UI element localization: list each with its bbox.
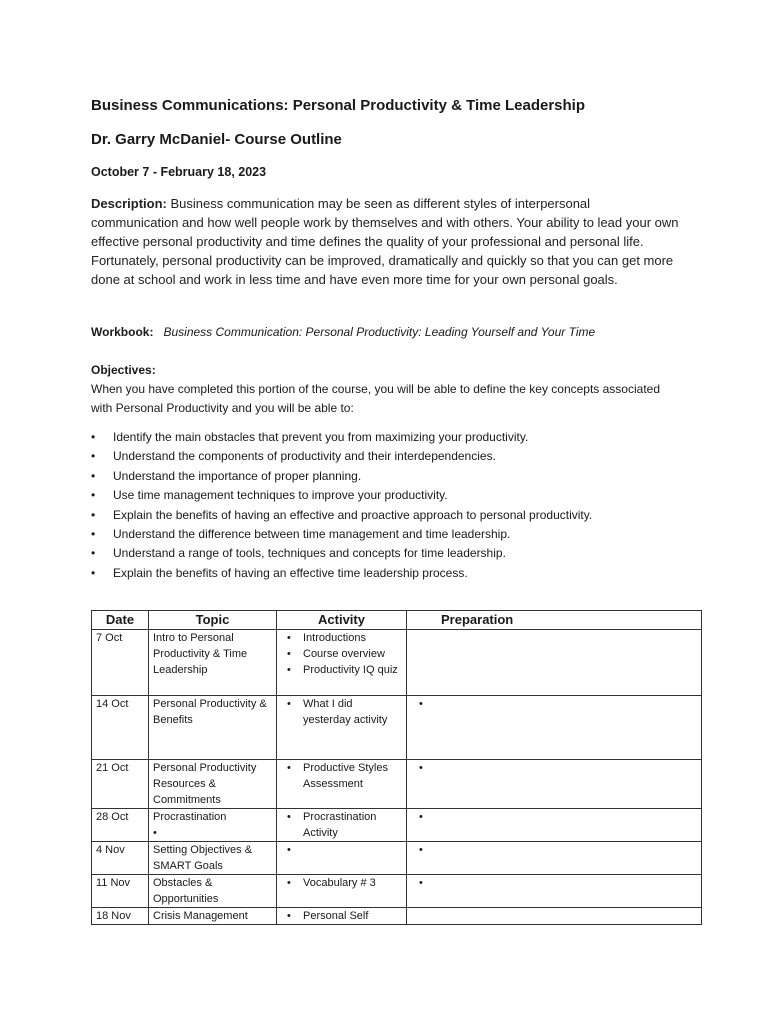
bullet-icon: •	[419, 877, 423, 889]
cell-topic	[149, 908, 277, 925]
objective-item	[91, 564, 691, 583]
schedule-row	[92, 809, 702, 842]
bullet-icon: •	[287, 762, 291, 774]
bullet-icon: •	[287, 844, 291, 856]
cell-date: 7 Oct	[92, 630, 149, 696]
objective-text: Identify the main obstacles that prevent you from maximizing your productivity.	[113, 430, 529, 444]
schedule-table	[91, 610, 702, 925]
topic-text: Crisis Management	[153, 910, 248, 922]
activity-item	[281, 646, 402, 662]
activity-item	[281, 908, 402, 924]
objective-item	[91, 428, 691, 447]
cell-date: 4 Nov	[92, 842, 149, 875]
objective-item	[91, 544, 691, 563]
date-range: October 7 - February 18, 2023	[91, 165, 267, 179]
cell-topic	[149, 842, 277, 875]
cell-preparation	[407, 908, 702, 925]
objective-item	[91, 486, 691, 505]
cell-preparation	[407, 630, 702, 696]
objectives-intro: When you have completed this portion of the course, you will be able to define the key concepts associated with Personal Productivity and you will be able to:	[91, 382, 661, 415]
cell-activity	[277, 842, 407, 875]
schedule-header-row	[92, 611, 702, 630]
cell-preparation	[407, 842, 702, 875]
bullet-icon: •	[419, 844, 423, 856]
bullet-icon: •	[287, 877, 291, 889]
header-preparation: Preparation	[407, 611, 702, 630]
cell-topic	[149, 809, 277, 842]
cell-preparation	[407, 875, 702, 908]
objective-text: Understand a range of tools, techniques and concepts for time leadership.	[113, 546, 506, 561]
activity-text: Productivity IQ quiz	[303, 664, 398, 676]
topic-text: Personal Productivity & Benefits	[153, 698, 267, 726]
cell-activity	[277, 630, 407, 696]
activity-item	[281, 875, 402, 891]
activity-text: Vocabulary # 3	[303, 877, 376, 889]
bullet-icon: •	[91, 468, 96, 483]
cell-activity	[277, 696, 407, 760]
activity-item	[281, 696, 402, 728]
objective-text: Explain the benefits of having an effective time leadership process.	[113, 565, 468, 580]
bullet-icon: •	[91, 507, 96, 522]
activity-text: Procrastination Activity	[303, 811, 377, 839]
activity-item	[281, 760, 402, 792]
bullet-icon: •	[91, 488, 96, 503]
topic-text: Intro to Personal Productivity & Time Leadership	[153, 632, 248, 676]
topic-text: Personal Productivity Resources & Commitments	[153, 762, 257, 806]
header-activity: Activity	[277, 611, 407, 630]
bullet-icon: •	[287, 811, 291, 823]
bullet-icon: •	[419, 811, 423, 823]
cell-date: 11 Nov	[92, 875, 149, 908]
schedule-row	[92, 875, 702, 908]
objectives-list	[91, 428, 691, 583]
cell-activity	[277, 809, 407, 842]
activity-text: Productive Styles Assessment	[303, 762, 388, 790]
bullet-icon: •	[419, 698, 423, 710]
topic-text: Setting Objectives & SMART Goals	[153, 844, 253, 872]
bullet-icon: •	[91, 527, 96, 542]
cell-activity	[277, 875, 407, 908]
schedule-row	[92, 630, 702, 696]
cell-activity	[277, 908, 407, 925]
activity-text: Introductions	[303, 632, 366, 644]
objective-item	[91, 506, 691, 525]
schedule-row	[92, 908, 702, 925]
bullet-icon: •	[91, 430, 96, 444]
topic-text: Obstacles & Opportunities	[153, 877, 219, 905]
bullet-icon: •	[287, 910, 291, 922]
workbook-title: Business Communication: Personal Productivity: Leading Yourself and Your Time	[163, 325, 596, 339]
cell-topic	[149, 760, 277, 809]
schedule-row	[92, 696, 702, 760]
schedule-row	[92, 760, 702, 809]
bullet-icon: •	[287, 664, 291, 676]
description-paragraph	[91, 194, 681, 289]
cell-topic	[149, 696, 277, 760]
workbook-label: Workbook:	[91, 325, 154, 339]
cell-date: 18 Nov	[92, 908, 149, 925]
cell-preparation	[407, 809, 702, 842]
bullet-icon: •	[287, 632, 291, 644]
cell-date: 21 Oct	[92, 760, 149, 809]
cell-preparation	[407, 696, 702, 760]
bullet-icon: •	[153, 827, 157, 839]
cell-topic	[149, 875, 277, 908]
objective-item	[91, 467, 691, 486]
schedule-row	[92, 842, 702, 875]
activity-text: Personal Self	[303, 910, 369, 922]
bullet-icon: •	[287, 648, 291, 660]
description-text: Business communication may be seen as different styles of interpersonal communication and how well people work by themselves and with others. Your ability to lead your own effective personal productivity and time defines the quality of your professional and personal life. Fortunately, personal productivity can be improved, dramatically and quickly so that you can get more done at school and work in less time and have even more time for your own personal goals.	[91, 196, 679, 287]
objective-text: Understand the difference between time management and time leadership.	[113, 527, 511, 542]
cell-date: 14 Oct	[92, 696, 149, 760]
document-title: Business Communications: Personal Productivity & Time Leadership	[91, 97, 586, 114]
cell-topic	[149, 630, 277, 696]
activity-item	[281, 809, 402, 841]
header-date: Date	[92, 611, 149, 630]
header-topic: Topic	[149, 611, 277, 630]
cell-date: 28 Oct	[92, 809, 149, 842]
document-page	[91, 96, 703, 922]
activity-text: Course overview	[303, 648, 385, 660]
activity-item	[281, 662, 402, 678]
topic-text: Procrastination	[153, 811, 227, 823]
bullet-icon: •	[419, 762, 423, 774]
objective-item	[91, 447, 691, 466]
bullet-icon: •	[91, 449, 96, 464]
objective-text: Understand the components of productivity and their interdependencies.	[113, 449, 496, 464]
objective-text: Explain the benefits of having an effective and proactive approach to personal productivity.	[113, 507, 593, 522]
workbook-line	[91, 324, 595, 340]
bullet-icon: •	[287, 698, 291, 710]
activity-text: What I did yesterday activity	[303, 698, 388, 726]
objectives-heading: Objectives:	[91, 363, 156, 377]
activity-item	[281, 630, 402, 646]
cell-preparation	[407, 760, 702, 809]
objective-text: Use time management techniques to improve your productivity.	[113, 488, 448, 503]
objective-text: Understand the importance of proper planning.	[113, 468, 362, 483]
document-subtitle: Dr. Garry McDaniel- Course Outline	[91, 131, 342, 148]
objective-item	[91, 525, 691, 544]
description-label: Description:	[91, 196, 167, 211]
bullet-icon: •	[91, 565, 96, 580]
cell-activity	[277, 760, 407, 809]
bullet-icon: •	[91, 546, 96, 561]
